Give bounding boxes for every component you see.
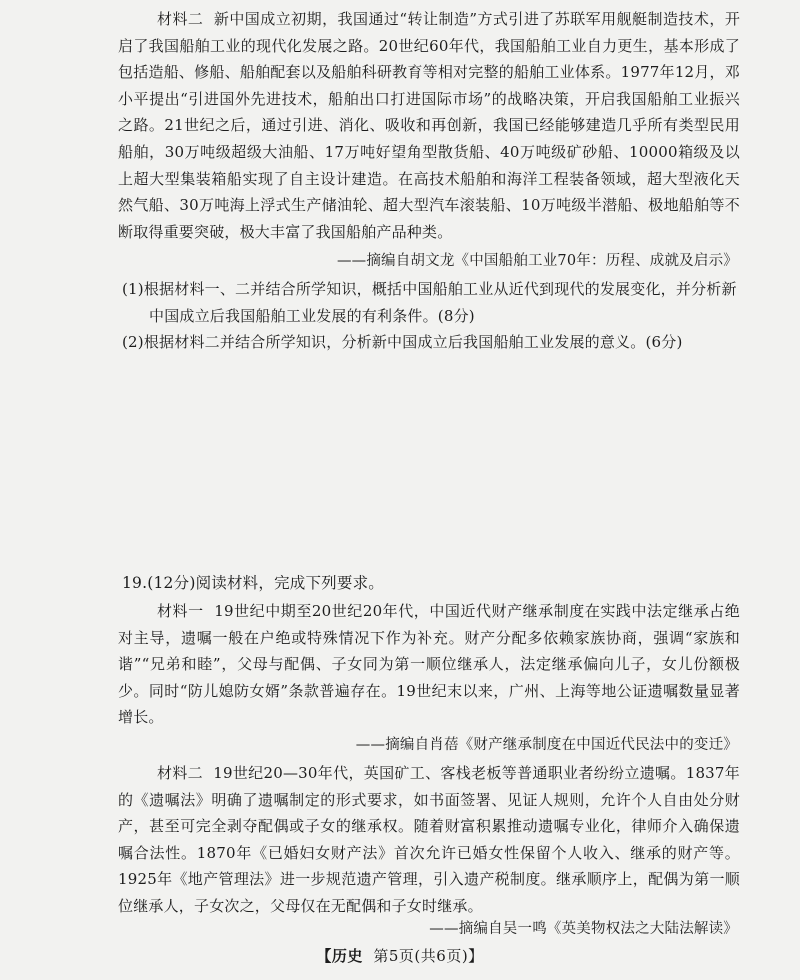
material2-top-paragraph — [118, 6, 740, 245]
footer-subject: 【历史 — [316, 947, 363, 965]
material-label: 材料一 — [157, 602, 204, 620]
material-label: 材料二 — [157, 10, 204, 28]
material2-top-citation: ——摘编自胡文龙《中国船舶工业70年：历程、成就及启示》 — [336, 253, 738, 269]
q19-material1-citation: ——摘编自肖蓓《财产继承制度在中国近代民法中的变迁》 — [355, 737, 738, 753]
footer-page-number: 第5页(共6页)】 — [373, 947, 484, 965]
material-text: 19世纪20—30年代，英国矿工、客栈老板等普通职业者纷纷立遗嘱。1837年的《遗嘱法》明确了遗嘱制定的形式要求，如书面签署、见证人规则，允许个人自由处分财产，甚至可完全剥夺配偶或子女的继承权。随着财富积累推动遗嘱专业化，律师介入确保遗嘱合法性。1870年《已婚妇女财产法》首次允许已婚女性保留个人收入、继承的财产等。1925年《地产管理法》进一步规范遗产管理，引入遗产税制度。继承顺序上，配偶为第一顺位继承人，子女次之，父母仅在无配偶和子女时继承。 — [118, 764, 740, 915]
question-1-line-1: (1)根据材料一、二并结合所学知识，概括中国船舶工业从近代到现代的发展变化，并分析新 — [122, 280, 737, 298]
question-1-line-2: 中国成立后我国船舶工业发展的有利条件。(8分) — [149, 306, 475, 325]
material-text: 新中国成立初期，我国通过“转让制造”方式引进了苏联军用舰艇制造技术，开启了我国船舶工业的现代化发展之路。20世纪60年代，我国船舶工业自力更生，基本形成了包括造船、修船、船舶配套以及船舶科研教育等相对完整的船舶工业体系。1977年12月，邓小平提出“引进国外先进技术，船舶出口打进国际市场”的战略决策，开启我国船舶工业振兴之路。21世纪之后，通过引进、消化、吸收和再创新，我国已经能够建造几乎所有类型民用船舶，30万吨级超级大油船、17万吨好望角型散货船、40万吨级矿砂船、10000箱级及以上超大型集装箱船实现了自主设计建造。在高技术船舶和海洋工程装备领域，超大型液化天然气船、30万吨海上浮式生产储油轮、超大型汽车滚装船、10万吨级半潜船、极地船舶等不断取得重要突破，极大丰富了我国船舶产品种类。 — [118, 10, 741, 241]
question-2: (2)根据材料二并结合所学知识，分析新中国成立后我国船舶工业发展的意义。(6分) — [122, 333, 683, 351]
q19-material1-paragraph — [118, 598, 740, 731]
material-text: 19世纪中期至20世纪20年代，中国近代财产继承制度在实践中法定继承占绝对主导，遗嘱一般在户绝或特殊情况下作为补充。财产分配多依赖家族协商，强调“家族和谐”“兄弟和睦”，父母与配偶、子女同为第一顺位继承人，法定继承偏向儿子，女儿份额极少。同时“防儿媳防女婿”条款普遍存在。19世纪末以来，广州、上海等地公证遗嘱数量显著增长。 — [118, 602, 740, 727]
page-footer — [0, 945, 800, 966]
question-1 — [122, 276, 744, 329]
material-label: 材料二 — [157, 764, 203, 782]
q19-material2-citation: ——摘编自吴一鸣《英美物权法之大陆法解读》 — [429, 921, 738, 937]
q19-material2-paragraph — [118, 760, 740, 920]
question-19-heading: 19.(12分)阅读材料，完成下列要求。 — [122, 574, 384, 592]
